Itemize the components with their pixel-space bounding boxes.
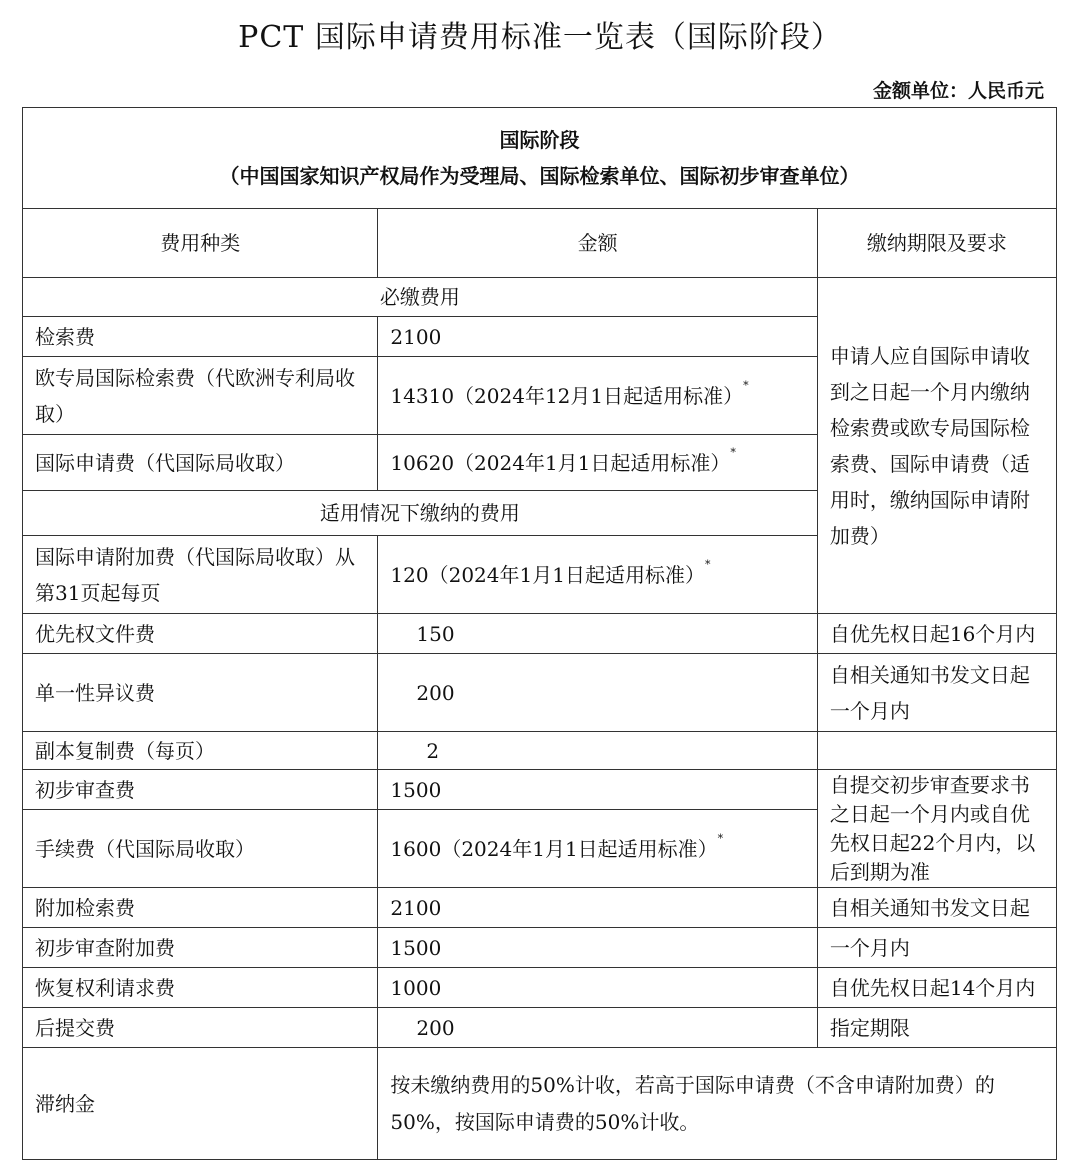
fee-name: 后提交费 [23,1008,378,1048]
amount-text: 1600（2024年1月1日起适用标准） [390,836,718,861]
fee-table [22,107,1057,1160]
fee-amount [378,536,817,614]
fee-deadline: 自相关通知书发文日起一个月内 [817,654,1056,732]
fee-amount: 1000 [378,968,817,1008]
table-row [23,614,1057,654]
fee-name: 初步审查费 [23,770,378,810]
fee-amount: 200 [378,654,817,732]
fee-amount [378,810,817,888]
fee-amount: 2100 [378,888,817,928]
fee-amount: 1500 [378,770,817,810]
fee-name: 检索费 [23,317,378,357]
currency-unit-note: 金额单位：人民币元 [872,80,1044,102]
footnote-mark: * [743,378,749,392]
table-row [23,654,1057,732]
table-row [23,888,1057,928]
fee-amount: 150 [378,614,817,654]
fee-amount: 1500 [378,928,817,968]
amount-text: 120（2024年1月1日起适用标准） [390,562,705,587]
table-row [23,928,1057,968]
mandatory-deadline-cell: 申请人应自国际申请收到之日起一个月内缴纳检索费或欧专局国际检索费、国际申请费（适用时，缴纳国际申请附加费） [817,278,1056,614]
section-mandatory: 必缴费用 [23,278,818,317]
phase-subtitle: （中国国家知识产权局作为受理局、国际检索单位、国际初步审查单位） [219,164,860,188]
fee-amount [378,357,817,435]
fee-amount: 2100 [378,317,817,357]
fee-name: 手续费（代国际局收取） [23,810,378,888]
fee-amount [378,435,817,491]
phase-title: 国际阶段 [499,128,580,152]
table-row [23,1008,1057,1048]
fee-name: 单一性异议费 [23,654,378,732]
column-header-row [23,209,1057,278]
page-title: PCT 国际申请费用标准一览表（国际阶段） [238,20,842,55]
fee-name: 副本复制费（每页） [23,732,378,770]
amount-text: 10620（2024年1月1日起适用标准） [390,450,731,475]
table-row [23,278,1057,317]
table-row [23,968,1057,1008]
fee-name: 附加检索费 [23,888,378,928]
header-deadline: 缴纳期限及要求 [817,209,1056,278]
fee-amount: 200 [378,1008,817,1048]
table-row [23,1048,1057,1160]
fee-name: 优先权文件费 [23,614,378,654]
table-row [23,770,1057,810]
header-fee-type: 费用种类 [23,209,378,278]
phase-header-row [23,108,1057,209]
footnote-mark: * [717,831,724,845]
fee-deadline: 自优先权日起14个月内 [817,968,1056,1008]
fee-deadline: 自优先权日起16个月内 [817,614,1056,654]
fee-deadline: 指定期限 [817,1008,1056,1048]
fee-deadline: 自相关通知书发文日起 [817,888,1056,928]
fee-name: 滞纳金 [23,1048,378,1160]
fee-name: 欧专局国际检索费（代欧洲专利局收取） [23,357,378,435]
section-conditional: 适用情况下缴纳的费用 [23,491,818,536]
header-amount: 金额 [378,209,817,278]
amount-text: 14310（2024年12月1日起适用标准） [390,383,744,408]
table-row [23,732,1057,770]
prelim-deadline-cell: 自提交初步审查要求书之日起一个月内或自优先权日起22个月内，以后到期为准 [817,770,1056,888]
fee-name: 初步审查附加费 [23,928,378,968]
fee-name: 恢复权利请求费 [23,968,378,1008]
phase-header [23,108,1057,209]
fee-deadline [817,732,1056,770]
fee-name: 国际申请附加费（代国际局收取）从第31页起每页 [23,536,378,614]
footnote-mark: * [730,445,736,459]
fee-amount: 2 [378,732,817,770]
fee-amount: 按未缴纳费用的50%计收，若高于国际申请费（不含申请附加费）的50%，按国际申请费的50%计收。 [378,1048,1057,1160]
fee-deadline: 一个月内 [817,928,1056,968]
footnote-mark: * [704,557,711,571]
fee-name: 国际申请费（代国际局收取） [23,435,378,491]
